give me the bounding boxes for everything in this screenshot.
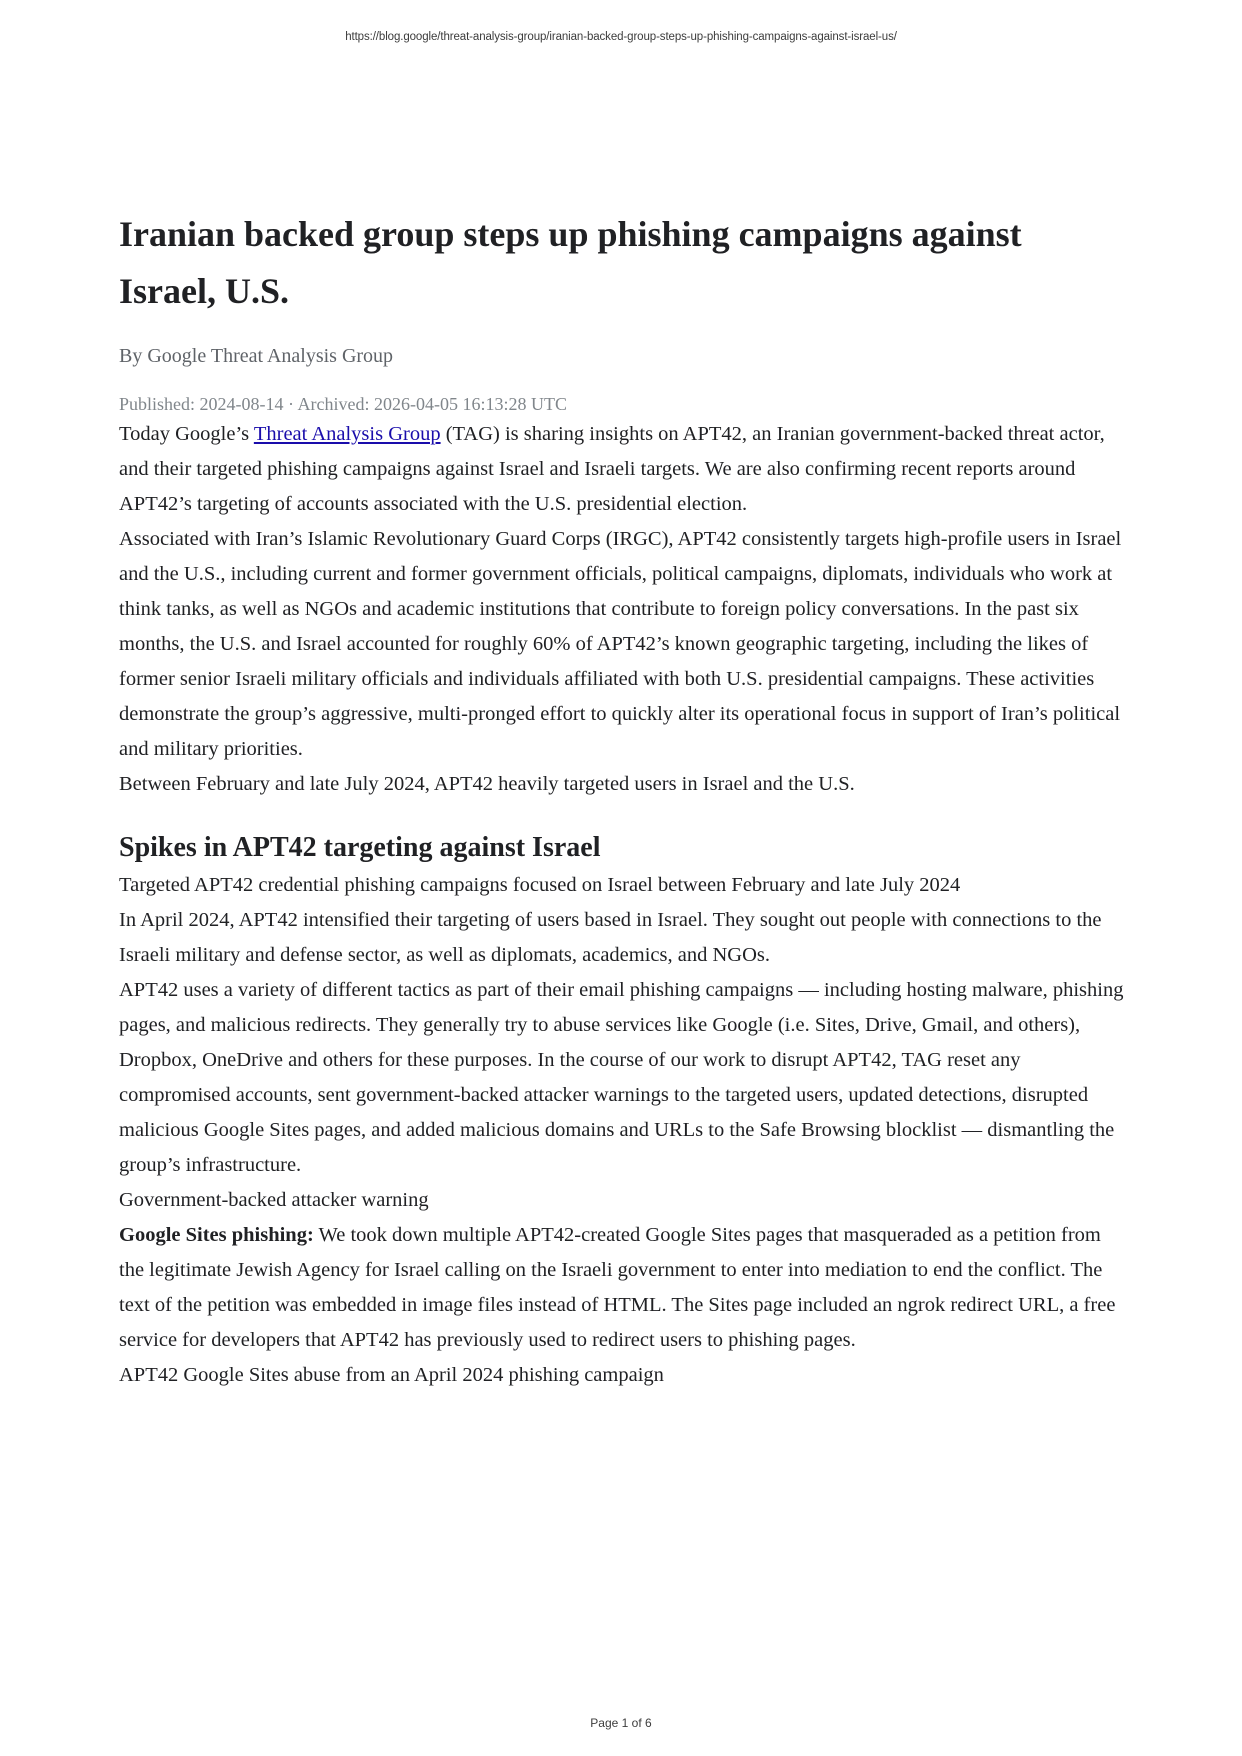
google-sites-phishing-text: We took down multiple APT42-created Google Sites pages that masqueraded as a petition from the legitimate Jewish Agency for Israel calling on the Israeli government to enter into mediation to end the conflict. The text of the petition was embedded in image files instead of HTML. The Sites page included an ngrok redirect URL, a free service for developers that APT42 has previously used to redirect users to phishing pages. [119,1224,1116,1351]
article-content [119,206,1124,1393]
intro-prefix: Today Google’s [119,423,254,445]
targeting-summary-paragraph: Between February and late July 2024, APT42 heavily targeted users in Israel and the U.S. [119,773,855,795]
page-number: Page 1 of 6 [590,1716,652,1730]
threat-analysis-group-link[interactable]: Threat Analysis Group [253,423,441,445]
figure-caption-sites-abuse: APT42 Google Sites abuse from an April 2024 phishing campaign [119,1364,664,1386]
figure-caption-warning: Government-backed attacker warning [119,1189,429,1211]
section-heading-spikes: Spikes in APT42 targeting against Israel [119,832,601,863]
intro-paragraph [119,417,1124,522]
april-targeting-paragraph: In April 2024, APT42 intensified their targeting of users based in Israel. They sought out people with connections to the Israeli military and defense sector, as well as diplomats, academics, and NGOs. [119,909,1102,966]
irgc-paragraph: Associated with Iran’s Islamic Revolutionary Guard Corps (IRGC), APT42 consistently targets high-profile users in Israel and the U.S., including current and former government officials, political campaigns, diplomats, individuals who work at think tanks, as well as NGOs and academic institutions that contribute to foreign policy conversations. In the past six months, the U.S. and Israel accounted for roughly 60% of APT42’s known geographic targeting, including the likes of former senior Israeli military officials and individuals affiliated with both U.S. presidential campaigns. These activities demonstrate the group’s aggressive, multi-pronged effort to quickly alter its operational focus in support of Iran’s political and military priorities. [119,528,1122,760]
intro-suffix: (TAG) is sharing insights on APT42, an Iranian government-backed threat actor, and their targeted phishing campaigns against Israel and Israeli targets. We are also confirming recent reports around APT42’s targeting of accounts associated with the U.S. presidential election. [119,423,1105,515]
google-sites-phishing-label: Google Sites phishing: [119,1224,314,1246]
google-sites-phishing-paragraph [119,1218,1124,1358]
article-title: Iranian backed group steps up phishing campaigns against Israel, U.S. [119,214,1022,311]
article-publish-meta: Published: 2024-08-14 · Archived: 2026-04-05 16:13:28 UTC [119,394,567,414]
page-url-header: https://blog.google/threat-analysis-group/iranian-backed-group-steps-up-phishing-campaigns-against-israel-us/ [345,31,897,43]
article-byline: By Google Threat Analysis Group [119,345,394,367]
tactics-paragraph: APT42 uses a variety of different tactics as part of their email phishing campaigns — including hosting malware, phishing pages, and malicious redirects. They generally try to abuse services like Google (i.e. Sites, Drive, Gmail, and others), Dropbox, OneDrive and others for these purposes. In the course of our work to disrupt APT42, TAG reset any compromised accounts, sent government-backed attacker warnings to the targeted users, updated detections, disrupted malicious Google Sites pages, and added malicious domains and URLs to the Safe Browsing blocklist — dismantling the group’s infrastructure. [119,979,1124,1176]
figure-caption-targeting: Targeted APT42 credential phishing campaigns focused on Israel between February and late July 2024 [119,874,961,896]
